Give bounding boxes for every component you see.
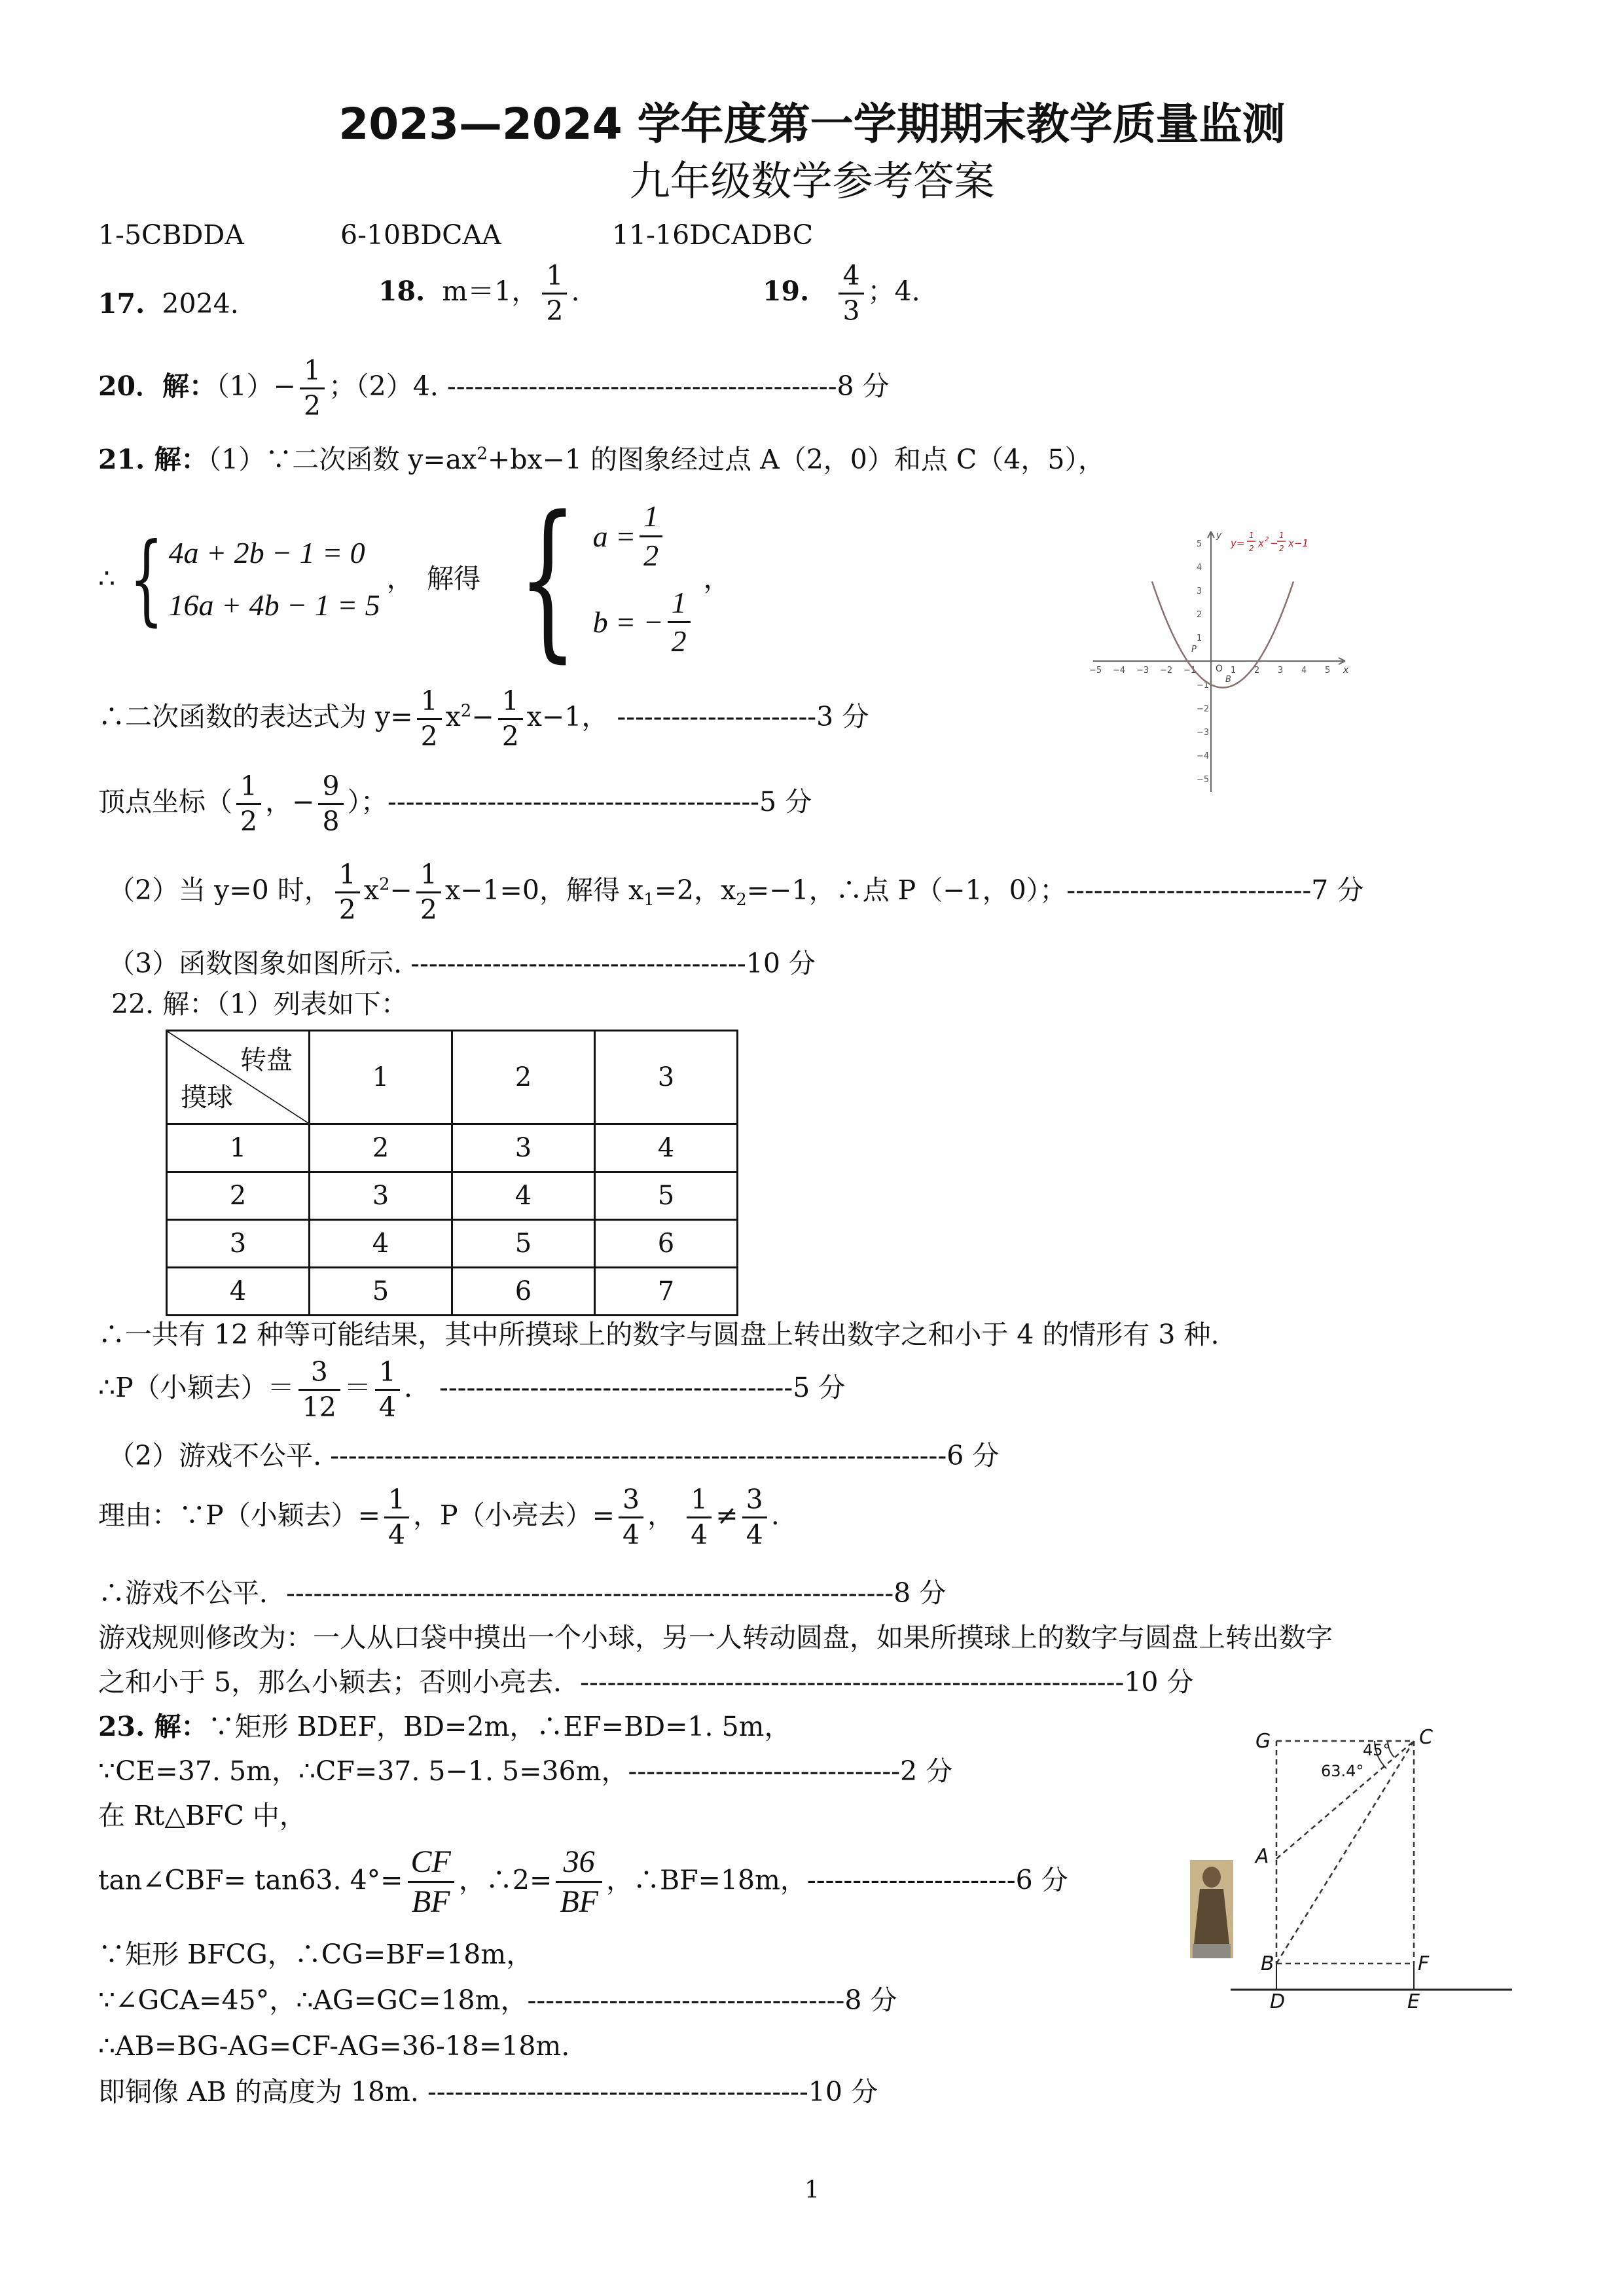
q21-expr-end: x−1， <box>526 701 609 733</box>
q23-line5: ∵矩形 BFCG，∴CG=BF=18m， <box>98 1939 533 1970</box>
q23-line3: 在 Rt△BFC 中， <box>98 1800 306 1831</box>
q20-den: 2 <box>300 387 325 420</box>
parabola-label-minus: − <box>1270 537 1278 549</box>
graph-y-tick: −1 <box>1197 681 1210 691</box>
q22-l2-n2: 1 <box>378 1356 396 1388</box>
q22-l2-pre: ∴P（小颖去）＝ <box>98 1372 295 1404</box>
cell: 6 <box>595 1220 738 1268</box>
cell: 2 <box>310 1124 452 1172</box>
q22-line4 <box>98 1486 780 1549</box>
page-number: 1 <box>804 2177 820 2204</box>
q19-line <box>763 262 920 325</box>
q21-system: ∴ { 4a + 2b − 1 = 0 16a + 4b − 1 = 5 ， 解得 { a = $\frac{1}{2}$ b = − $\frac{1}{2}$ ， <box>98 480 731 678</box>
q21-sup: 2 <box>477 444 488 464</box>
q21-vertex-d2: 8 <box>318 803 343 836</box>
q21-expr-sup: 2 <box>460 701 472 721</box>
fig-label-a: A <box>1255 1845 1269 1868</box>
graph-y-tick: −2 <box>1197 704 1210 714</box>
q21-p2-post: =−1，∴点 P（−1，0）；---------------------------7 分 <box>746 874 1364 906</box>
table-row <box>167 1124 738 1172</box>
cell: 4 <box>595 1124 738 1172</box>
q21-sep: ， 解得 <box>386 563 481 595</box>
q23-line7: ∴AB=BG-AG=CF-AG=36-18=18m. <box>98 2030 570 2062</box>
q21-p2-mid: x−1=0，解得 x <box>444 874 644 906</box>
cell: 3 <box>167 1220 310 1268</box>
graph-y-label: y <box>1216 530 1222 541</box>
parabola-label-n1: 1 <box>1249 531 1254 540</box>
q22-l4-pre: 理由：∵P（小颖去）= <box>98 1499 380 1532</box>
q18-line <box>378 262 580 325</box>
q17-answer: 2024. <box>162 288 239 319</box>
cell: 6 <box>452 1268 595 1316</box>
graph-point-b: B <box>1225 675 1231 685</box>
fig-label-f: F <box>1418 1952 1430 1975</box>
q20-p1: （1）− <box>216 370 297 403</box>
q22-l4-post: . <box>770 1499 780 1532</box>
q22-col-1: 1 <box>310 1031 452 1124</box>
q19-post: ；4. <box>867 276 920 308</box>
graph-y-tick: 1 <box>1197 634 1202 643</box>
q22-table <box>166 1030 738 1316</box>
q21-label: 21. 解： <box>98 444 208 475</box>
parabola-label-d1: 2 <box>1249 544 1254 553</box>
mc-answers-6-10: 6-10BDCAA <box>340 219 501 251</box>
q23-l4-36: 36 <box>563 1844 595 1879</box>
q21-p2-minus: − <box>389 874 412 906</box>
q21-part2 <box>108 861 1363 924</box>
q22-l2-n1: 3 <box>310 1356 328 1388</box>
fig-label-c: C <box>1419 1726 1433 1749</box>
q22-header-top: 转盘 <box>240 1045 293 1075</box>
cell: 7 <box>595 1268 738 1316</box>
graph-x-tick: −4 <box>1113 666 1126 675</box>
q22-line5: ∴游戏不公平．-------------------------------------------------------------------8 分 <box>98 1577 947 1609</box>
graph-y-tick: 5 <box>1197 539 1202 549</box>
q20-p2: ；（2）4. -------------------------------------------8 分 <box>329 370 890 403</box>
q18-num: 1 <box>546 260 564 291</box>
q17-line <box>98 288 239 320</box>
q21-intro-line <box>98 444 1105 476</box>
graph-x-tick: −2 <box>1160 666 1173 675</box>
q22-l4-comma: ， <box>647 1499 675 1532</box>
q21-expr-d2: 2 <box>498 718 523 751</box>
q22-col-3: 3 <box>595 1031 738 1124</box>
q21-eq1: 4a + 2b − 1 = 0 <box>168 536 365 570</box>
q22-l4-n2: 3 <box>623 1484 640 1515</box>
line-ac <box>1276 1741 1414 1859</box>
q21-vertex-pre: 顶点坐标（ <box>98 786 232 818</box>
graph-x-tick: 5 <box>1325 666 1331 675</box>
q21-vertex-mid: ，− <box>265 786 315 818</box>
graph-x-tick: −1 <box>1183 666 1197 675</box>
q22-line1: ∴一共有 12 种等可能结果，其中所摸球上的数字与圆盘上转出数字之和小于 4 的情形有 3 种. <box>98 1319 1219 1350</box>
q20-label: 20．解： <box>98 370 217 403</box>
q23-line2: ∵CE=37. 5m，∴CF=37. 5−1. 5=36m，------------------------------2 分 <box>98 1755 953 1787</box>
graph-x-tick: 1 <box>1231 666 1236 675</box>
q18-pre: m＝1， <box>442 276 539 308</box>
q22-line7: 之和小于 5，那么小颖去；否则小亮去．------------------------------------------------------------10 分 <box>98 1666 1194 1698</box>
graph-x-label: x <box>1343 665 1349 675</box>
q21-expr-x: x <box>445 701 461 733</box>
q21-p2-d1: 2 <box>335 891 360 924</box>
graph-x-tick: 2 <box>1254 666 1260 675</box>
table-row <box>167 1172 738 1220</box>
cell: 2 <box>167 1172 310 1220</box>
graph-origin: O <box>1216 664 1223 674</box>
q22-col-2: 2 <box>452 1031 595 1124</box>
q21-expression <box>98 687 869 751</box>
q19-num: 4 <box>842 260 860 291</box>
graph-axis-arrows <box>1208 531 1345 664</box>
graph-x-tick: 3 <box>1278 666 1284 675</box>
statue-figure <box>1178 1721 1519 2009</box>
q21-b-den: 2 <box>668 621 691 657</box>
q23-line4 <box>98 1846 1068 1919</box>
q21-expr-pre: ∴二次函数的表达式为 y= <box>98 701 413 733</box>
table-row <box>167 1220 738 1268</box>
cell: 3 <box>310 1172 452 1220</box>
q22-l4-d3: 4 <box>687 1516 712 1549</box>
fig-label-d: D <box>1270 1990 1286 2009</box>
q21-p2-d2: 2 <box>416 891 441 924</box>
cell: 5 <box>310 1268 452 1316</box>
cell: 5 <box>595 1172 738 1220</box>
q19-label: 19. <box>763 276 810 308</box>
graph-y-tick: −3 <box>1197 728 1210 738</box>
q21-expr-d1: 2 <box>417 718 442 751</box>
page-subtitle: 九年级数学参考答案 <box>629 157 995 205</box>
q21-p2-s1: 1 <box>643 890 655 910</box>
q23-l4-cf: CF <box>410 1844 451 1879</box>
q23-l1: ∵矩形 BDEF，BD=2m，∴EF=BD=1. 5m， <box>208 1711 791 1742</box>
q21-eq2: 16a + 4b − 1 = 5 <box>168 588 380 622</box>
q22-l2-post: . ---------------------------------------5 分 <box>403 1372 846 1404</box>
q22-line3: （2）游戏不公平. --------------------------------------------------------------------6 分 <box>108 1440 1000 1471</box>
q20-num: 1 <box>304 355 321 386</box>
q23-line8: 即铜像 AB 的高度为 18m. ------------------------------------------10 分 <box>98 2076 878 2108</box>
q20-line <box>98 357 890 420</box>
q23-line1 <box>98 1711 791 1743</box>
parabola-label-sup: 2 <box>1265 536 1269 543</box>
q21-b-num: 1 <box>671 586 687 619</box>
q22-l4-neq: ≠ <box>715 1499 738 1532</box>
q21-a-lhs: a = <box>592 519 636 553</box>
parabola-label-end: x−1 <box>1288 537 1308 549</box>
q22-table-header-cell <box>167 1031 310 1124</box>
q21-expr-n1: 1 <box>420 685 438 717</box>
q22-l4-d1: 4 <box>384 1516 409 1549</box>
graph-x-tick: −3 <box>1136 666 1149 675</box>
graph-x-tick: −5 <box>1089 666 1102 675</box>
q21-p2-s2: 2 <box>736 890 747 910</box>
q21-vertex-d1: 2 <box>236 803 261 836</box>
q21-therefore: ∴ <box>98 563 116 595</box>
fig-label-g: G <box>1255 1730 1271 1753</box>
q21-vertex-post: ）；-----------------------------------------5 分 <box>347 786 812 818</box>
q22-l4-d4: 4 <box>742 1516 767 1549</box>
q22-line2 <box>98 1358 845 1422</box>
mc-answers-11-16: 11-16DCADBC <box>612 219 814 251</box>
q21-expr-n2: 1 <box>501 685 519 717</box>
q21-expr-dash: ----------------------3 分 <box>608 701 869 733</box>
q22-l2-d1: 12 <box>298 1389 340 1422</box>
q23-l4-mid: ，∴2= <box>458 1864 552 1896</box>
q21-expr-minus: − <box>471 701 494 733</box>
q21-vertex <box>98 772 812 836</box>
parabola-label-x2: x <box>1258 537 1264 549</box>
parabola-label <box>1230 531 1308 553</box>
q22-l4-n4: 3 <box>746 1484 763 1515</box>
q23-l4-bf: BF <box>408 1881 454 1918</box>
q21-p2-x: x <box>363 874 379 906</box>
q21-b-lhs: b = − <box>592 605 664 639</box>
q22-l4-n3: 1 <box>691 1484 708 1515</box>
q22-l2-eq: ＝ <box>344 1372 371 1404</box>
q21-vertex-n1: 1 <box>240 770 258 802</box>
parabola-graph <box>1080 524 1355 798</box>
q18-den: 2 <box>542 293 567 325</box>
q23-line6: ∵∠GCA=45°，∴AG=GC=18m，-----------------------------------8 分 <box>98 1984 897 2016</box>
q22-l4-n1: 1 <box>388 1484 406 1515</box>
cell: 4 <box>310 1220 452 1268</box>
q21-p2-sup: 2 <box>378 874 390 895</box>
q22-label: 22. 解：（1）列表如下： <box>111 988 408 1020</box>
statue-image <box>1190 1860 1233 1958</box>
parabola-label-d2: 2 <box>1279 544 1284 553</box>
fig-label-e: E <box>1407 1990 1420 2009</box>
graph-y-tick: 2 <box>1197 610 1202 620</box>
page-title: 2023—2024 学年度第一学期期末教学质量监测 <box>338 99 1286 149</box>
q17-label: 17. <box>98 288 145 319</box>
cell: 3 <box>452 1124 595 1172</box>
q21-intro: （1）∵二次函数 y=ax <box>208 444 477 475</box>
fig-angle-45: 45° <box>1363 1741 1391 1759</box>
parabola-label-n2: 1 <box>1279 531 1284 540</box>
q23-l4-bf2: BF <box>556 1881 602 1918</box>
mc-answers-1-5: 1-5CBDDA <box>98 219 244 251</box>
table-row <box>167 1268 738 1316</box>
q21-vertex-n2: 9 <box>322 770 340 802</box>
q21-a-den: 2 <box>640 535 662 571</box>
graph-y-tick: −5 <box>1197 775 1210 785</box>
graph-point-p: P <box>1191 645 1197 655</box>
q21-part3: （3）函数图象如图所示. -------------------------------------10 分 <box>108 948 816 979</box>
parabola-label-y: y= <box>1231 537 1245 549</box>
q21-p2-n2: 1 <box>420 859 437 890</box>
q23-label: 23. 解： <box>98 1711 208 1742</box>
q21-p2-m2: =2，x <box>654 874 736 906</box>
graph-y-tick: 3 <box>1197 586 1202 596</box>
q21-comma: ， <box>703 563 731 595</box>
q21-intro2: +bx−1 的图象经过点 A（2，0）和点 C（4，5）， <box>487 444 1105 475</box>
q18-post: . <box>571 276 580 308</box>
q23-l4-pre: tan∠CBF= tan63. 4°= <box>98 1864 403 1896</box>
q22-l2-d2: 4 <box>375 1389 400 1422</box>
q22-l4-mid: ，P（小亮去）= <box>413 1499 615 1532</box>
graph-x-tick: 4 <box>1301 666 1307 675</box>
graph-y-tick: 4 <box>1197 563 1202 573</box>
cell: 4 <box>167 1268 310 1316</box>
q22-line6: 游戏规则修改为：一人从口袋中摸出一个小球，另一人转动圆盘，如果所摸球上的数字与圆盘上转出数字 <box>98 1622 1333 1653</box>
q22-l4-d2: 4 <box>619 1516 643 1549</box>
q21-p2-n1: 1 <box>338 859 356 890</box>
cell: 4 <box>452 1172 595 1220</box>
cell: 1 <box>167 1124 310 1172</box>
q23-l4-post: ，∴BF=18m，-----------------------6 分 <box>605 1864 1068 1896</box>
q19-den: 3 <box>839 293 863 325</box>
graph-y-tick: −4 <box>1197 751 1210 761</box>
cell: 5 <box>452 1220 595 1268</box>
fig-angle-63: 63.4° <box>1321 1762 1364 1780</box>
q21-a-num: 1 <box>643 499 659 533</box>
fig-label-b: B <box>1261 1952 1274 1975</box>
q22-header-left: 摸球 <box>181 1083 233 1113</box>
q18-label: 18. <box>378 276 425 308</box>
q21-p2-pre: （2）当 y=0 时， <box>108 874 331 906</box>
